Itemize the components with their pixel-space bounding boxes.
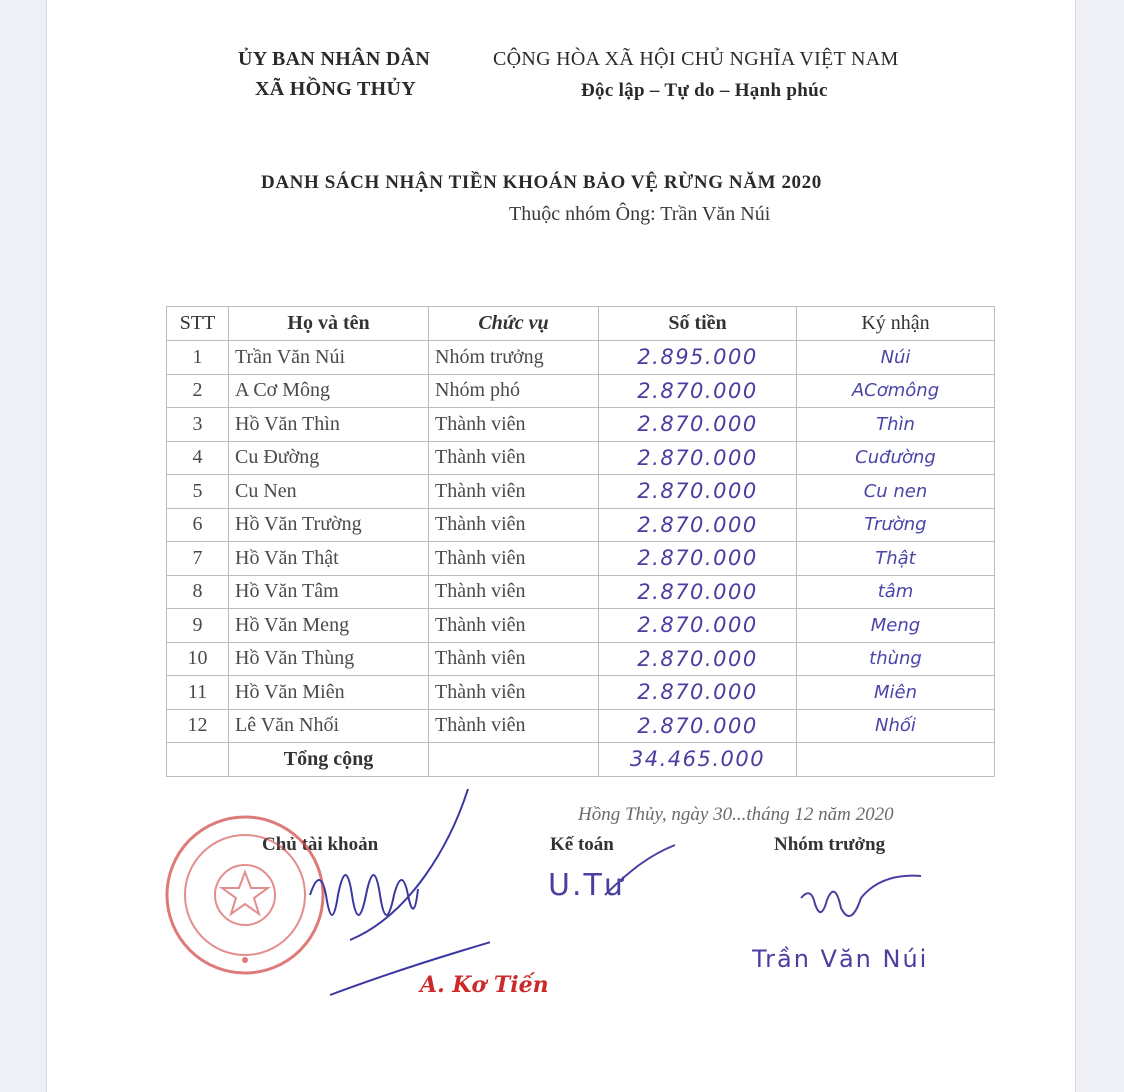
row-name: Hồ Văn Thìn: [229, 408, 429, 442]
document-subtitle: Thuộc nhóm Ông: Trần Văn Núi: [509, 203, 771, 225]
document-title: DANH SÁCH NHẬN TIỀN KHOÁN BẢO VỆ RỪNG NĂM 2020: [261, 172, 822, 193]
row-amount: 2.870.000: [599, 408, 797, 442]
row-amount: 2.870.000: [599, 475, 797, 509]
row-amount: 2.870.000: [599, 441, 797, 475]
table-row: [167, 709, 995, 743]
row-name: A Cơ Mông: [229, 374, 429, 408]
row-stt: 8: [167, 575, 229, 609]
accountant-label: Kế toán: [550, 834, 614, 855]
row-name: Hồ Văn Thật: [229, 542, 429, 576]
motto: Độc lập – Tự do – Hạnh phúc: [581, 80, 828, 101]
row-amount: 2.870.000: [599, 575, 797, 609]
table-row: [167, 408, 995, 442]
row-signature: Núi: [797, 341, 995, 375]
commune-name: XÃ HỒNG THỦY: [255, 78, 417, 100]
row-signature: Nhối: [797, 709, 995, 743]
group-leader-label: Nhóm trưởng: [774, 834, 886, 855]
row-amount: 2.870.000: [599, 609, 797, 643]
row-signature: tâm: [797, 575, 995, 609]
row-role: Thành viên: [429, 676, 599, 710]
accountant-stroke-icon: [600, 840, 680, 900]
table-row: [167, 642, 995, 676]
row-role: Nhóm trưởng: [429, 341, 599, 375]
row-role: Thành viên: [429, 642, 599, 676]
row-signature: Cu nen: [797, 475, 995, 509]
row-signature: thùng: [797, 642, 995, 676]
table-row: [167, 676, 995, 710]
row-stt: 4: [167, 441, 229, 475]
country-name: CỘNG HÒA XÃ HỘI CHỦ NGHĨA VIỆT NAM: [493, 48, 899, 70]
row-amount: 2.870.000: [599, 508, 797, 542]
total-label: Tổng cộng: [229, 743, 429, 777]
row-stt: 9: [167, 609, 229, 643]
row-signature: Cuđường: [797, 441, 995, 475]
row-stt: 11: [167, 676, 229, 710]
leader-handwritten-name: Trần Văn Núi: [752, 945, 929, 973]
row-role: Thành viên: [429, 475, 599, 509]
row-amount: 2.870.000: [599, 709, 797, 743]
account-owner-label: Chủ tài khoản: [262, 834, 379, 855]
row-amount: 2.870.000: [599, 642, 797, 676]
header-signature: Ký nhận: [797, 307, 995, 341]
row-signature: Thật: [797, 542, 995, 576]
header-stt: STT: [167, 307, 229, 341]
signing-date: Hồng Thủy, ngày 30...tháng 12 năm 2020: [578, 804, 894, 825]
row-role: Nhóm phó: [429, 374, 599, 408]
table-row: [167, 508, 995, 542]
table-row: [167, 542, 995, 576]
row-stt: 1: [167, 341, 229, 375]
table-row: [167, 575, 995, 609]
row-stt: 6: [167, 508, 229, 542]
row-amount: 2.895.000: [599, 341, 797, 375]
row-stt: 12: [167, 709, 229, 743]
table-header-row: [167, 307, 995, 341]
table-row: [167, 341, 995, 375]
row-stt: 3: [167, 408, 229, 442]
row-role: Thành viên: [429, 441, 599, 475]
row-signature: Thìn: [797, 408, 995, 442]
row-signature: Miên: [797, 676, 995, 710]
table-row: [167, 609, 995, 643]
header-amount: Số tiền: [599, 307, 797, 341]
header-role: Chức vụ: [429, 307, 599, 341]
row-stt: 10: [167, 642, 229, 676]
row-amount: 2.870.000: [599, 374, 797, 408]
row-amount: 2.870.000: [599, 676, 797, 710]
table-row: [167, 374, 995, 408]
row-role: Thành viên: [429, 408, 599, 442]
row-name: Cu Nen: [229, 475, 429, 509]
agency-name: ỦY BAN NHÂN DÂN: [238, 48, 431, 70]
row-stt: 7: [167, 542, 229, 576]
row-role: Thành viên: [429, 609, 599, 643]
row-signature: ACơmông: [797, 374, 995, 408]
row-name: Lê Văn Nhối: [229, 709, 429, 743]
row-stt: 5: [167, 475, 229, 509]
header-name: Họ và tên: [229, 307, 429, 341]
row-role: Thành viên: [429, 709, 599, 743]
row-amount: 2.870.000: [599, 542, 797, 576]
row-role: Thành viên: [429, 508, 599, 542]
leader-signature-icon: [796, 868, 926, 928]
total-row: [167, 743, 995, 777]
row-name: Cu Đường: [229, 441, 429, 475]
row-role: Thành viên: [429, 575, 599, 609]
row-stt: 2: [167, 374, 229, 408]
row-signature: Trường: [797, 508, 995, 542]
row-name: Hồ Văn Tâm: [229, 575, 429, 609]
table-row: [167, 475, 995, 509]
account-owner-name: A. Kơ Tiến: [420, 972, 549, 998]
accountant-signature: U.Tư: [548, 868, 625, 903]
row-role: Thành viên: [429, 542, 599, 576]
row-name: Hồ Văn Thùng: [229, 642, 429, 676]
row-name: Hồ Văn Trường: [229, 508, 429, 542]
row-name: Hồ Văn Meng: [229, 609, 429, 643]
row-name: Trần Văn Núi: [229, 341, 429, 375]
row-name: Hồ Văn Miên: [229, 676, 429, 710]
payment-table: [166, 306, 995, 777]
table-row: [167, 441, 995, 475]
row-signature: Meng: [797, 609, 995, 643]
total-amount: 34.465.000: [599, 743, 797, 777]
